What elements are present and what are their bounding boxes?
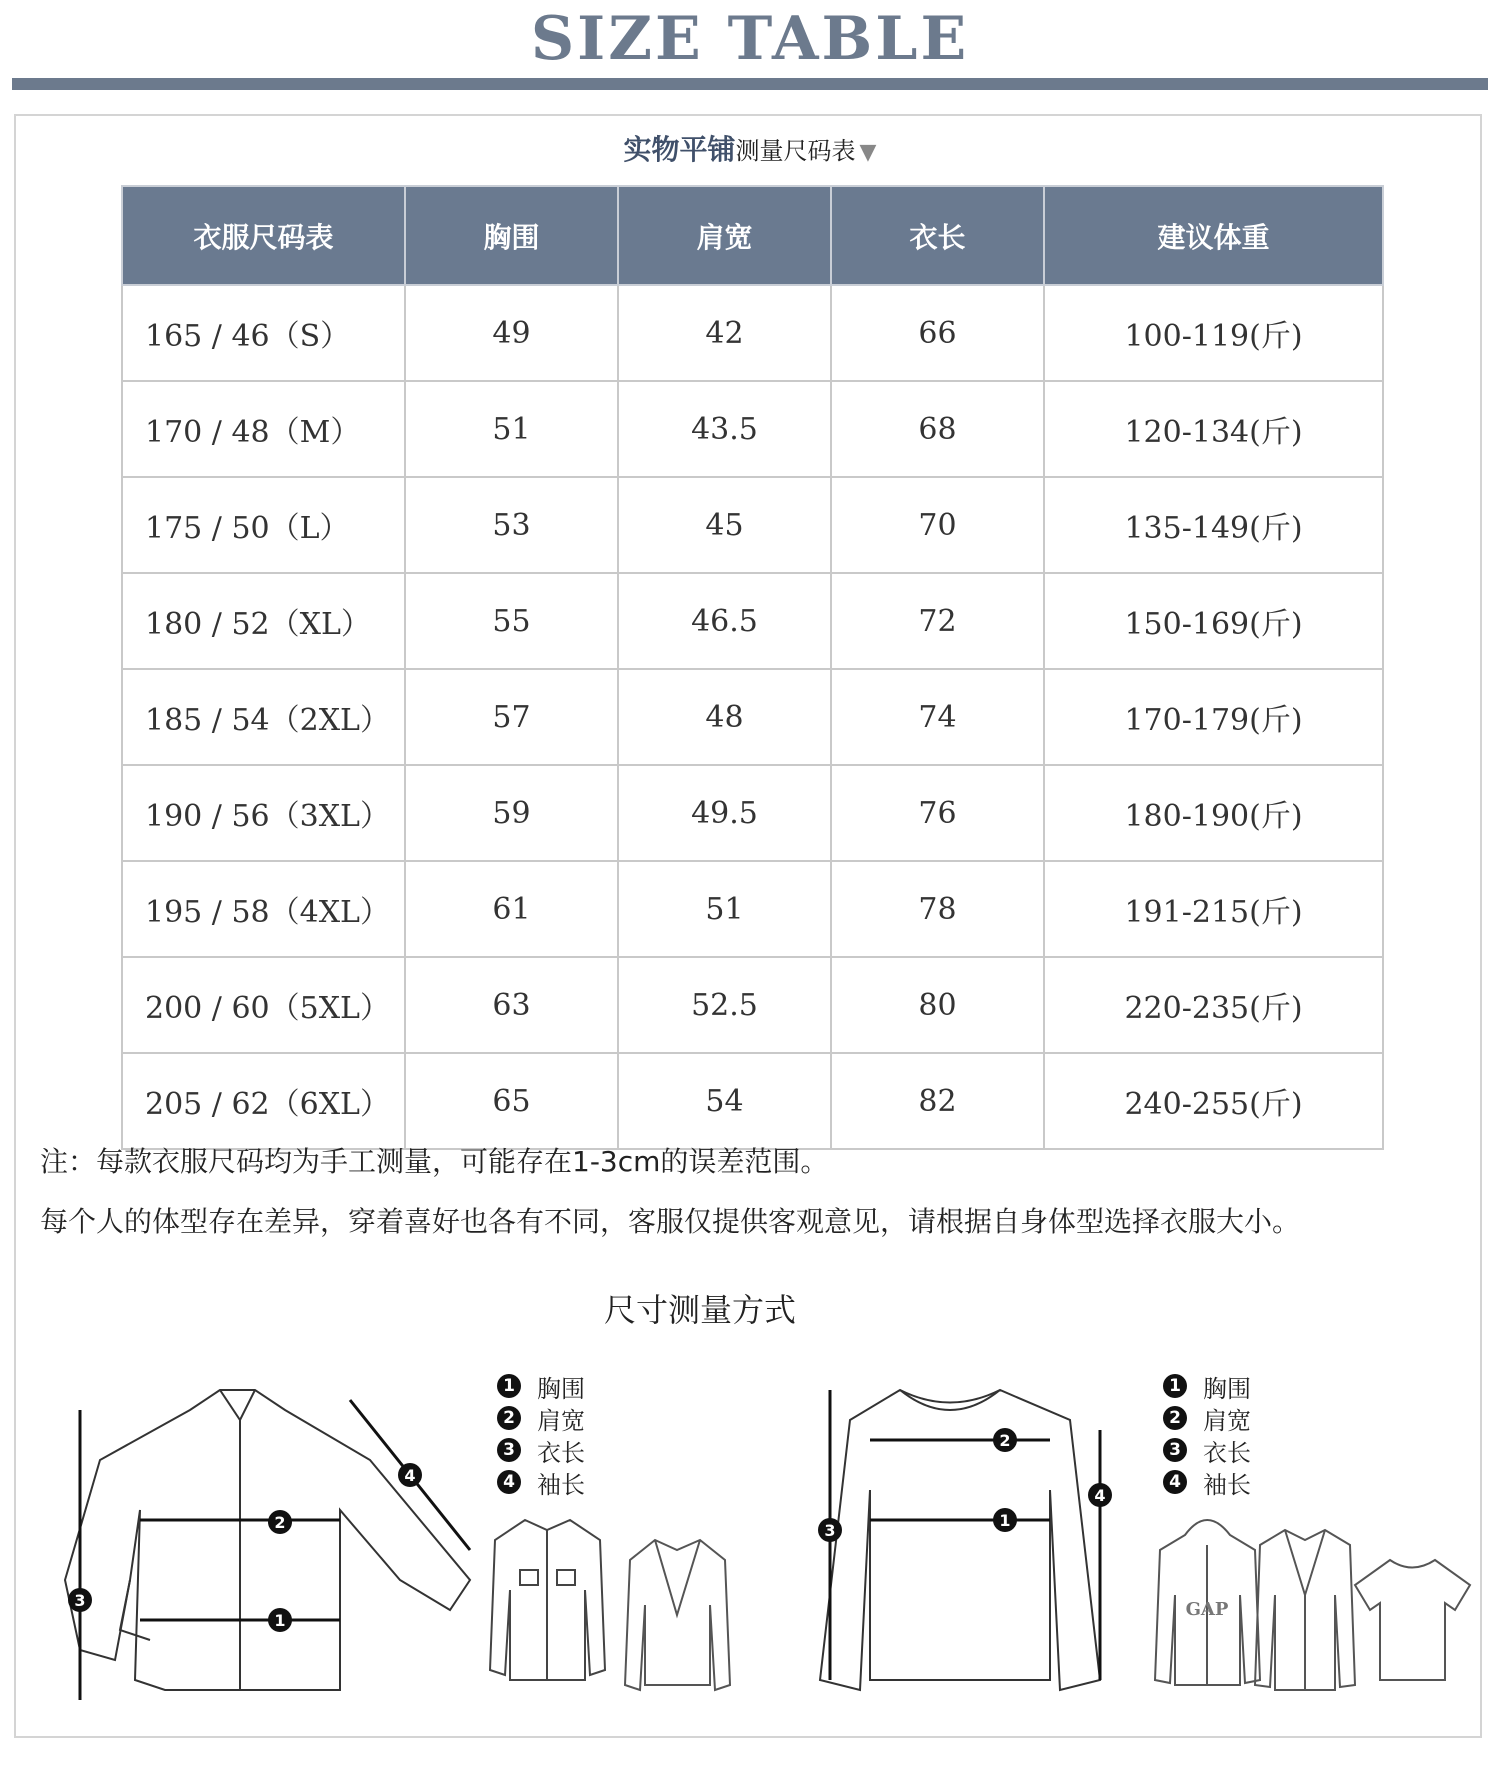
chest-cell: 51 [405,381,618,477]
measurement-title: 尺寸测量方式 [603,1291,796,1329]
page-title: SIZE TABLE [530,4,970,74]
note-line-1: 注：每款衣服尺码均为手工测量，可能存在1-3cm的误差范围。 [40,1145,829,1178]
length-cell: 74 [831,669,1044,765]
table-row [122,477,1383,573]
shoulder-cell: 51 [618,861,831,957]
shoulder-cell: 54 [618,1053,831,1149]
legend-label: 袖长 [1203,1470,1251,1499]
size-cell: 200 / 60（5XL） [122,957,405,1053]
length-cell: 76 [831,765,1044,861]
length-cell: 70 [831,477,1044,573]
svg-text:3: 3 [74,1591,86,1610]
legend-label: 衣长 [1203,1438,1251,1467]
header-weight: 建议体重 [1044,186,1383,285]
number-1-icon: 1 [1163,1374,1187,1398]
legend-label: 袖长 [537,1470,585,1499]
hoodie-sketch [1150,1515,1265,1695]
table-row [122,957,1383,1053]
chest-cell: 55 [405,573,618,669]
shoulder-cell: 46.5 [618,573,831,669]
chest-cell: 59 [405,765,618,861]
table-header-row [122,186,1383,285]
size-cell: 185 / 54（2XL） [122,669,405,765]
legend-item-shoulder [497,1402,585,1434]
shoulder-cell: 43.5 [618,381,831,477]
header-size: 衣服尺码表 [122,186,405,285]
shoulder-cell: 49.5 [618,765,831,861]
number-2-icon: 2 [497,1406,521,1430]
legend-item-chest [1163,1370,1251,1402]
note-line-2: 每个人的体型存在差异，穿着喜好也各有不同，客服仅提供客观意见，请根据自身体型选择衣服大小。 [40,1205,1301,1238]
weight-cell: 150-169(斤) [1044,573,1383,669]
size-cell: 190 / 56（3XL） [122,765,405,861]
chest-cell: 63 [405,957,618,1053]
marker-3 [68,1588,92,1612]
legend-item-chest [497,1370,585,1402]
svg-text:2: 2 [274,1513,286,1532]
marker-4 [398,1463,422,1487]
header-chest: 胸围 [405,186,618,285]
length-cell: 82 [831,1053,1044,1149]
legend-item-sleeve [1163,1466,1251,1498]
weight-cell: 170-179(斤) [1044,669,1383,765]
header-shoulder: 肩宽 [618,186,831,285]
measurement-legend-left [497,1370,585,1498]
chest-cell: 49 [405,285,618,381]
marker-2 [993,1428,1017,1452]
table-subtitle [0,128,1500,168]
legend-item-sleeve [497,1466,585,1498]
table-row [122,381,1383,477]
marker-4 [1088,1483,1112,1507]
svg-text:4: 4 [404,1466,416,1485]
legend-label: 肩宽 [1203,1406,1251,1435]
sweater-measurement-illustration [800,1380,1120,1710]
header-length: 衣长 [831,186,1044,285]
table-row [122,573,1383,669]
marker-3 [818,1518,842,1542]
number-4-icon: 4 [497,1470,521,1494]
subtitle-main: 实物平铺 [623,133,736,166]
shoulder-cell: 45 [618,477,831,573]
title-divider [12,78,1488,90]
length-cell: 78 [831,861,1044,957]
svg-text:1: 1 [999,1511,1011,1530]
marker-1 [268,1608,292,1632]
table-row [122,861,1383,957]
weight-cell: 120-134(斤) [1044,381,1383,477]
weight-cell: 240-255(斤) [1044,1053,1383,1149]
size-table [121,185,1384,1150]
svg-text:2: 2 [999,1431,1011,1450]
number-4-icon: 4 [1163,1470,1187,1494]
size-cell: 170 / 48（M） [122,381,405,477]
chest-cell: 53 [405,477,618,573]
number-3-icon: 3 [1163,1438,1187,1462]
legend-label: 衣长 [537,1438,585,1467]
marker-1 [993,1508,1017,1532]
svg-text:3: 3 [824,1521,836,1540]
length-cell: 80 [831,957,1044,1053]
shoulder-cell: 52.5 [618,957,831,1053]
subtitle-rest: 测量尺码表 [735,137,856,165]
shoulder-cell: 48 [618,669,831,765]
chest-cell: 65 [405,1053,618,1149]
size-cell: 165 / 46（S） [122,285,405,381]
measurement-legend-right [1163,1370,1251,1498]
weight-cell: 191-215(斤) [1044,861,1383,957]
svg-text:4: 4 [1094,1486,1106,1505]
table-row [122,765,1383,861]
chest-cell: 57 [405,669,618,765]
legend-item-length [1163,1434,1251,1466]
number-1-icon: 1 [497,1374,521,1398]
length-cell: 72 [831,573,1044,669]
weight-cell: 100-119(斤) [1044,285,1383,381]
weight-cell: 135-149(斤) [1044,477,1383,573]
size-cell: 195 / 58（4XL） [122,861,405,957]
shoulder-cell: 42 [618,285,831,381]
down-triangle-icon: ▼ [859,140,877,165]
chest-cell: 61 [405,861,618,957]
jacket-sketch [485,1510,610,1690]
size-cell: 175 / 50（L） [122,477,405,573]
number-3-icon: 3 [497,1438,521,1462]
length-cell: 68 [831,381,1044,477]
table-row [122,1053,1383,1149]
length-cell: 66 [831,285,1044,381]
tshirt-sketch [1350,1555,1475,1685]
svg-text:1: 1 [274,1611,286,1630]
weight-cell: 220-235(斤) [1044,957,1383,1053]
blazer-sketch [620,1535,735,1695]
legend-label: 胸围 [1203,1374,1251,1403]
legend-label: 肩宽 [537,1406,585,1435]
legend-item-length [497,1434,585,1466]
legend-item-shoulder [1163,1402,1251,1434]
hoodie-logo: GAP [1185,1599,1229,1620]
legend-label: 胸围 [537,1374,585,1403]
table-row [122,285,1383,381]
table-row [122,669,1383,765]
number-2-icon: 2 [1163,1406,1187,1430]
shirt-measurement-illustration [40,1380,500,1710]
size-cell: 180 / 52（XL） [122,573,405,669]
size-cell: 205 / 62（6XL） [122,1053,405,1149]
cardigan-sketch [1250,1525,1360,1695]
weight-cell: 180-190(斤) [1044,765,1383,861]
marker-2 [268,1510,292,1534]
